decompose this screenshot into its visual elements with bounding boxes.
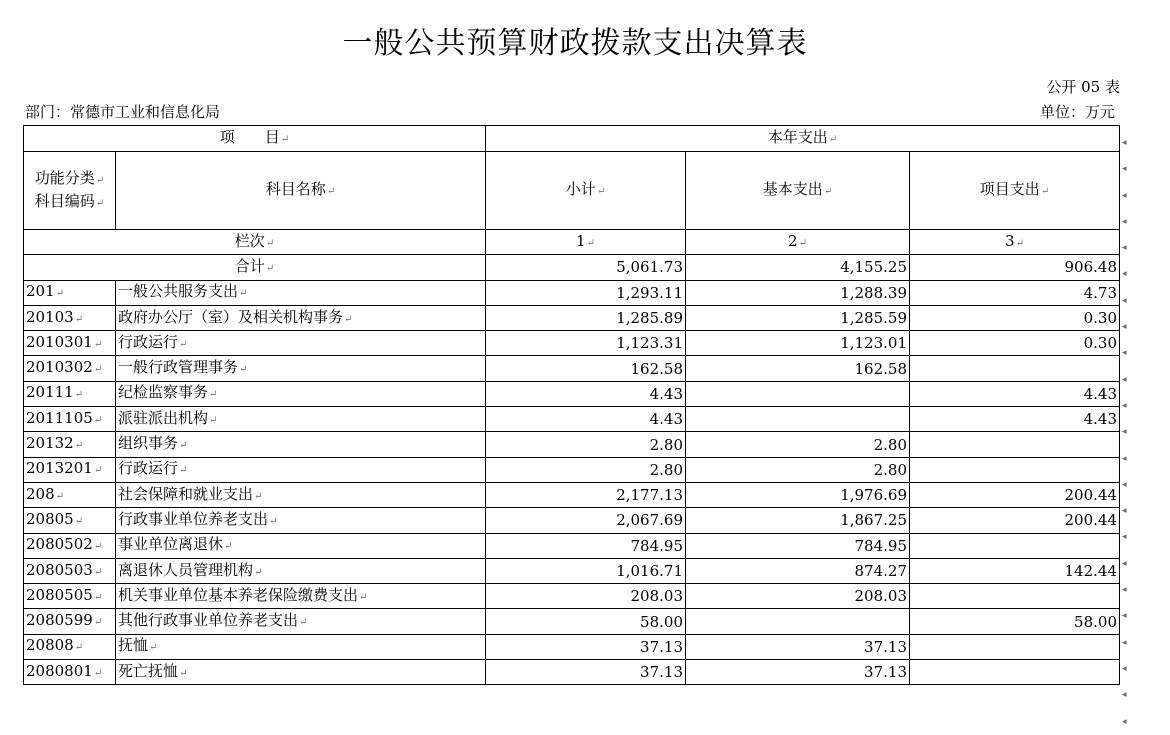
row-code: 2080801↵ [24, 660, 116, 685]
department-label: 部门：常德市工业和信息化局 [25, 103, 221, 121]
page-title: 一般公共预算财政拨款支出决算表 [342, 26, 808, 61]
item-group-header: 项 目↵ [24, 126, 486, 152]
row-subtotal: 1,123.31 [486, 331, 686, 356]
table-row [24, 508, 1120, 533]
row-project: 4.43 [910, 407, 1120, 432]
row-subject-name: 组织事务↵ [116, 432, 486, 457]
row-code: 20103↵ [24, 305, 116, 330]
row-project [910, 584, 1120, 609]
sequence-col-2: 2↵ [686, 230, 910, 255]
current-year-expense-header: 本年支出↵ [486, 126, 1120, 152]
row-subtotal: 208.03 [486, 584, 686, 609]
row-project [910, 660, 1120, 685]
subject-name-header: 科目名称↵ [116, 152, 486, 230]
row-subtotal: 1,293.11 [486, 280, 686, 305]
unit-label: 单位：万元 [1039, 103, 1115, 121]
sequence-row [24, 230, 1120, 255]
row-subtotal: 2,177.13 [486, 482, 686, 507]
basic-expense-header: 基本支出↵ [686, 152, 910, 230]
row-basic: 1,867.25 [686, 508, 910, 533]
row-subject-name: 离退休人员管理机构↵ [116, 558, 486, 583]
form-number: 公开 05 表 [1046, 78, 1120, 96]
row-code: 208↵ [24, 482, 116, 507]
row-basic: 2.80 [686, 432, 910, 457]
row-subject-name: 社会保障和就业支出↵ [116, 482, 486, 507]
table-row [24, 356, 1120, 381]
row-subject-name: 行政事业单位养老支出↵ [116, 508, 486, 533]
row-subtotal: 2.80 [486, 457, 686, 482]
table-row [24, 381, 1120, 406]
row-subtotal: 37.13 [486, 660, 686, 685]
table-row [24, 533, 1120, 558]
row-subtotal: 784.95 [486, 533, 686, 558]
table-row [24, 482, 1120, 507]
row-subject-name: 一般公共服务支出↵ [116, 280, 486, 305]
header-row-columns [24, 152, 1120, 230]
row-subtotal: 4.43 [486, 407, 686, 432]
row-project [910, 457, 1120, 482]
subtotal-header: 小计↵ [486, 152, 686, 230]
row-project: 0.30 [910, 305, 1120, 330]
total-label: 合计↵ [24, 255, 486, 280]
row-code: 2011105↵ [24, 407, 116, 432]
row-code: 2080503↵ [24, 558, 116, 583]
row-project: 4.73 [910, 280, 1120, 305]
table-row [24, 457, 1120, 482]
row-subtotal: 1,016.71 [486, 558, 686, 583]
code-header: 功能分类↵ 科目编码↵ [24, 152, 116, 230]
table-row [24, 280, 1120, 305]
total-subtotal: 5,061.73 [486, 255, 686, 280]
table-row [24, 407, 1120, 432]
total-project: 906.48 [910, 255, 1120, 280]
row-project [910, 634, 1120, 659]
sequence-col-3: 3↵ [910, 230, 1120, 255]
row-subtotal: 2.80 [486, 432, 686, 457]
row-subject-name: 机关事业单位基本养老保险缴费支出↵ [116, 584, 486, 609]
row-project: 0.30 [910, 331, 1120, 356]
total-basic: 4,155.25 [686, 255, 910, 280]
row-basic: 1,123.01 [686, 331, 910, 356]
paragraph-marks-column: ◂ ◂ ◂ ◂ ◂ ◂ ◂ ◂ ◂ ◂ ◂ ◂ ◂ ◂ ◂ ◂ ◂ ◂ ◂ ◂ ◂ ◂ ◂ [1122, 138, 1127, 727]
row-subject-name: 一般行政管理事务↵ [116, 356, 486, 381]
row-subject-name: 政府办公厅（室）及相关机构事务↵ [116, 305, 486, 330]
total-row [24, 255, 1120, 280]
row-subject-name: 纪检监察事务↵ [116, 381, 486, 406]
row-project: 58.00 [910, 609, 1120, 634]
table-row [24, 305, 1120, 330]
table-row [24, 584, 1120, 609]
row-basic: 784.95 [686, 533, 910, 558]
row-subtotal: 37.13 [486, 634, 686, 659]
row-basic: 37.13 [686, 634, 910, 659]
table-row [24, 660, 1120, 685]
row-project: 4.43 [910, 381, 1120, 406]
row-subject-name: 事业单位离退休↵ [116, 533, 486, 558]
row-project [910, 432, 1120, 457]
row-basic: 1,976.69 [686, 482, 910, 507]
row-subject-name: 派驻派出机构↵ [116, 407, 486, 432]
row-code: 201↵ [24, 280, 116, 305]
row-code: 2080502↵ [24, 533, 116, 558]
header-row-top [24, 126, 1120, 152]
row-subtotal: 2,067.69 [486, 508, 686, 533]
row-subject-name: 死亡抚恤↵ [116, 660, 486, 685]
project-expense-header: 项目支出↵ [910, 152, 1120, 230]
row-basic: 37.13 [686, 660, 910, 685]
sequence-col-1: 1↵ [486, 230, 686, 255]
row-project: 200.44 [910, 482, 1120, 507]
table-row [24, 558, 1120, 583]
row-basic: 1,285.59 [686, 305, 910, 330]
row-code: 20111↵ [24, 381, 116, 406]
row-basic [686, 609, 910, 634]
sequence-label: 栏次↵ [24, 230, 486, 255]
row-subtotal: 4.43 [486, 381, 686, 406]
row-subject-name: 抚恤↵ [116, 634, 486, 659]
table-row [24, 609, 1120, 634]
row-subject-name: 行政运行↵ [116, 331, 486, 356]
row-subtotal: 162.58 [486, 356, 686, 381]
row-code: 2080505↵ [24, 584, 116, 609]
row-code: 20808↵ [24, 634, 116, 659]
row-basic: 874.27 [686, 558, 910, 583]
row-subject-name: 其他行政事业单位养老支出↵ [116, 609, 486, 634]
row-code: 2080599↵ [24, 609, 116, 634]
row-code: 20805↵ [24, 508, 116, 533]
row-basic: 208.03 [686, 584, 910, 609]
table-row [24, 432, 1120, 457]
row-basic: 2.80 [686, 457, 910, 482]
row-basic: 162.58 [686, 356, 910, 381]
row-subject-name: 行政运行↵ [116, 457, 486, 482]
row-project [910, 533, 1120, 558]
table-row [24, 331, 1120, 356]
row-basic [686, 381, 910, 406]
table-row [24, 634, 1120, 659]
row-code: 20132↵ [24, 432, 116, 457]
expense-table [23, 125, 1120, 685]
row-basic: 1,288.39 [686, 280, 910, 305]
row-subtotal: 58.00 [486, 609, 686, 634]
row-code: 2013201↵ [24, 457, 116, 482]
row-code: 2010301↵ [24, 331, 116, 356]
row-code: 2010302↵ [24, 356, 116, 381]
row-project: 200.44 [910, 508, 1120, 533]
row-subtotal: 1,285.89 [486, 305, 686, 330]
row-project: 142.44 [910, 558, 1120, 583]
row-basic [686, 407, 910, 432]
row-project [910, 356, 1120, 381]
